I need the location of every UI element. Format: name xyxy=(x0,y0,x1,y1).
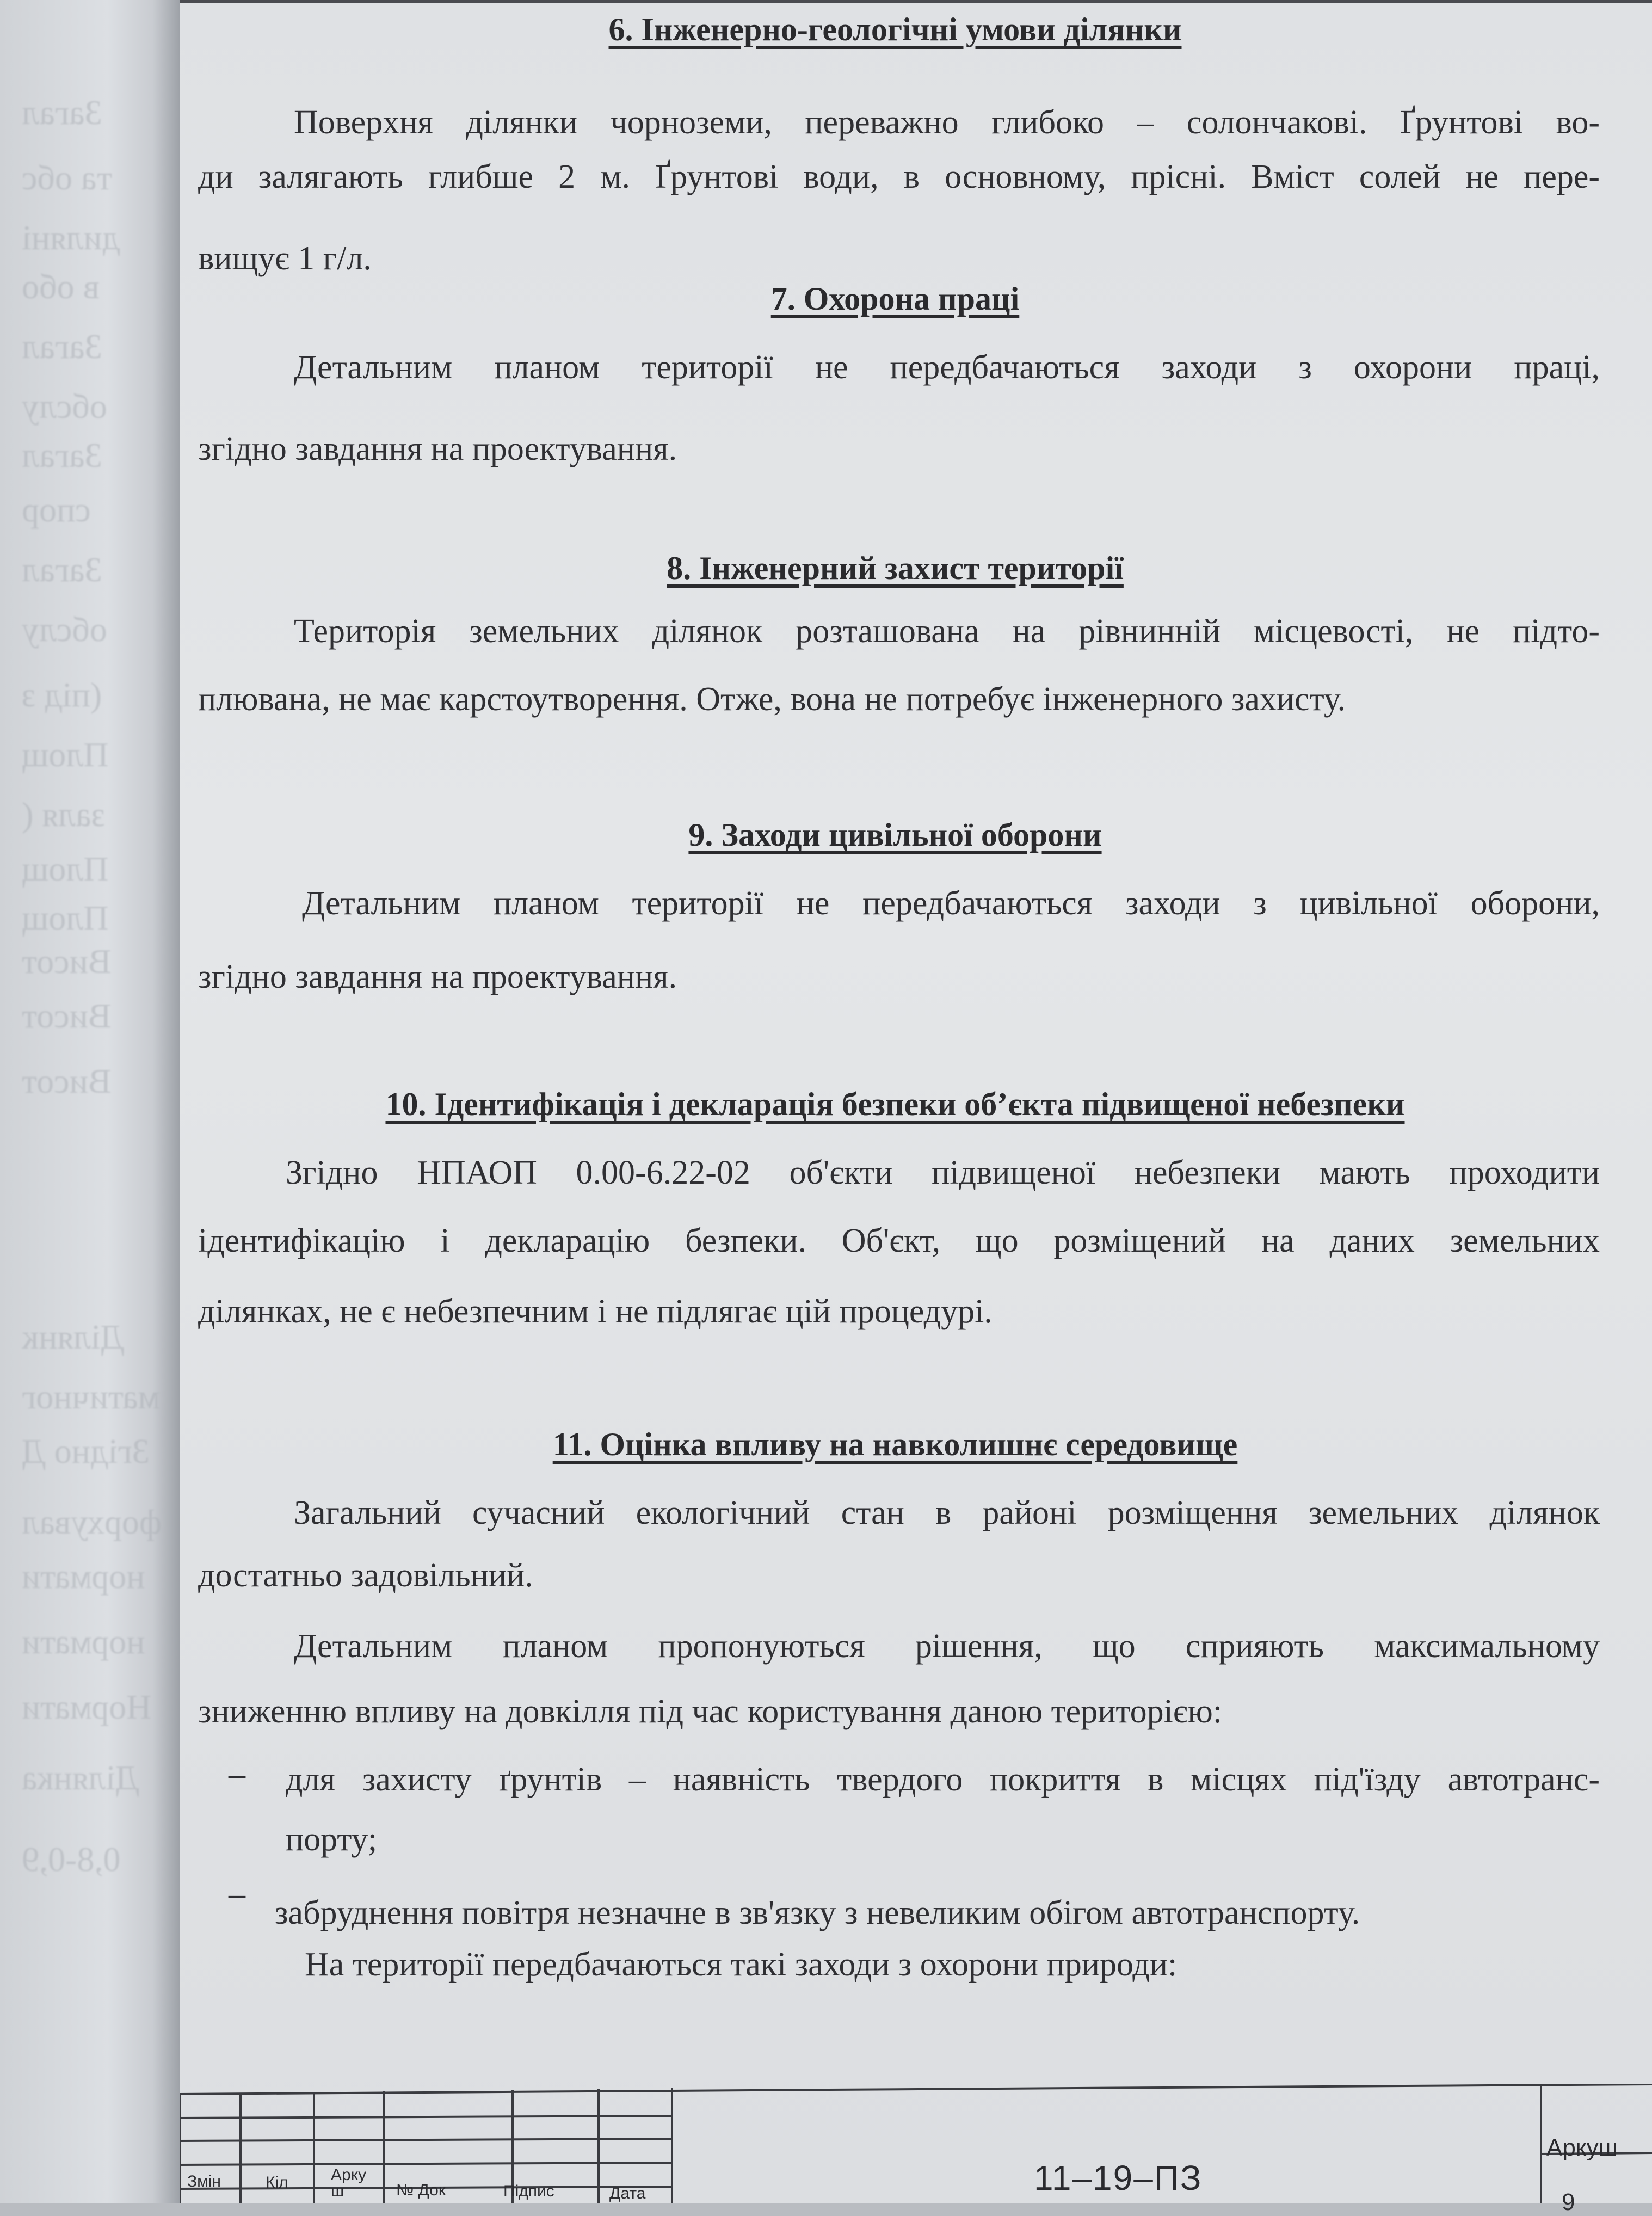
stamp-col-signature: Підпис xyxy=(503,2182,554,2200)
section-10-heading: 10. Ідентифікація і декларація безпеки об’єкта підвищеної небезпеки xyxy=(385,1086,1405,1122)
ghost-text-line: (під з xyxy=(22,675,102,714)
ghost-text-line: та обс xyxy=(22,158,113,197)
ghost-text-line: Загал xyxy=(22,93,102,132)
section-9-line-2: згідно завдання на проектування. xyxy=(198,958,677,995)
ghost-text-line: Ділянк xyxy=(22,1318,125,1356)
ghost-text-line: форхувал xyxy=(22,1503,162,1541)
document-code: 11–19–ПЗ xyxy=(1034,2158,1203,2197)
ghost-text-line: Нормати xyxy=(22,1688,152,1726)
stamp-col-quantity: Кіл xyxy=(266,2174,288,2192)
section-11-line-1: Загальний сучасний екологічний стан в районі розміщення земельних ділянок xyxy=(294,1494,1600,1531)
stamp-col-date: Дата xyxy=(609,2184,646,2202)
section-9-heading: 9. Заходи цивільної оборони xyxy=(688,817,1102,853)
ghost-text-line: Ділянка xyxy=(22,1758,139,1797)
ghost-text-line: Загал xyxy=(22,436,102,475)
bullet-1-line-2: порту; xyxy=(286,1821,378,1858)
bullet-2-dash: – xyxy=(229,1875,245,1912)
ghost-text-line: заля ( xyxy=(22,795,105,834)
ghost-text-line: нормати xyxy=(22,1557,145,1596)
section-6-heading: 6. Інженерно-геологічні умови ділянки xyxy=(608,11,1182,47)
bullet-1-line-1: для захисту ґрунтів – наявність твердого покриття в місцях під'їзду автотранс- xyxy=(286,1761,1600,1798)
left-facing-page xyxy=(0,0,180,2203)
sheet-label: Аркуш xyxy=(1546,2134,1618,2161)
ghost-text-line: Висот xyxy=(22,942,112,981)
bullet-1-dash: – xyxy=(229,1756,245,1793)
section-10-line-1: Згідно НПАОП 0.00-6.22-02 об'єкти підвищеної небезпеки мають проходити xyxy=(286,1154,1600,1191)
ghost-text-line: спор xyxy=(22,490,91,529)
ghost-text-line: Загал xyxy=(22,550,102,589)
ghost-text-line: обслу xyxy=(22,387,107,426)
ghost-text-line: Площ xyxy=(22,735,109,774)
ghost-text-list xyxy=(0,0,180,2203)
document-sheet xyxy=(180,0,1652,2215)
section-8-line-1: Територія земельних ділянок розташована на рівнинній місцевості, не підто- xyxy=(294,613,1600,650)
frame-top-border xyxy=(180,0,1652,3)
title-block-stamp xyxy=(180,2084,1652,2215)
ghost-text-line: Висот xyxy=(22,1062,112,1100)
stamp-col-doc-number: № Док xyxy=(396,2181,446,2199)
section-7-line-1: Детальним планом території не передбачаються заходи з охорони праці, xyxy=(294,349,1600,386)
ghost-text-line: Висот xyxy=(22,996,112,1035)
ghost-text-line: матичног xyxy=(22,1377,160,1416)
section-11-line-3: Детальним планом пропонуються рішення, що сприяють максимальному xyxy=(294,1628,1600,1665)
section-6-line-1: Поверхня ділянки чорноземи, переважно глибоко – солончакові. Ґрунтові во- xyxy=(294,104,1600,141)
section-6-line-2: ди залягають глибше 2 м. Ґрунтові води, в основному, прісні. Вміст солей не пере- xyxy=(198,158,1600,195)
section-11-line-4: зниженню впливу на довкілля під час користування даною територією: xyxy=(198,1693,1223,1730)
ghost-text-line: Згідно Д xyxy=(22,1432,150,1470)
ghost-text-line: обслу xyxy=(22,610,107,649)
ghost-text-line: 0,8-0,9 xyxy=(22,1840,121,1879)
section-11-heading: 11. Оцінка впливу на навколишнє середовище xyxy=(552,1426,1238,1462)
section-10-line-3: ділянках, не є небезпечним і не підлягає цій процедурі. xyxy=(198,1293,993,1330)
section-9-line-1: Детальним планом території не передбачаються заходи з цивільної оборони, xyxy=(302,885,1600,922)
stamp-col-sheet: Арку ш xyxy=(331,2166,367,2200)
ghost-text-line: Загал xyxy=(22,327,102,366)
sheet-number: 9 xyxy=(1562,2189,1575,2215)
section-11-line-2: достатньо задовільний. xyxy=(198,1557,533,1594)
stamp-col-changes: Змін xyxy=(187,2172,221,2190)
section-8-heading: 8. Інженерний захист території xyxy=(667,550,1124,586)
section-10-line-2: ідентифікацію і декларацію безпеки. Об'єкт, що розміщений на даних земельних xyxy=(198,1222,1600,1259)
ghost-text-line: Площ xyxy=(22,898,109,937)
section-8-line-2: плювана, не має карстоутворення. Отже, вона не потребує інженерного захисту. xyxy=(198,681,1346,718)
section-11-final-line: На території передбачаються такі заходи з охорони природи: xyxy=(305,1946,1178,1983)
ghost-text-line: в обо xyxy=(22,267,100,306)
bullet-2-line-1: забруднення повітря незначне в зв'язку з невеликим обігом автотранспорту. xyxy=(275,1894,1360,1931)
ghost-text-line: диляні xyxy=(22,218,120,257)
section-7-heading: 7. Охорона праці xyxy=(770,281,1020,317)
ghost-text-line: Площ xyxy=(22,850,109,888)
ghost-text-line: нормати xyxy=(22,1622,145,1661)
section-7-line-2: згідно завдання на проектування. xyxy=(198,430,677,467)
section-6-line-3: вищує 1 г/л. xyxy=(198,240,372,277)
